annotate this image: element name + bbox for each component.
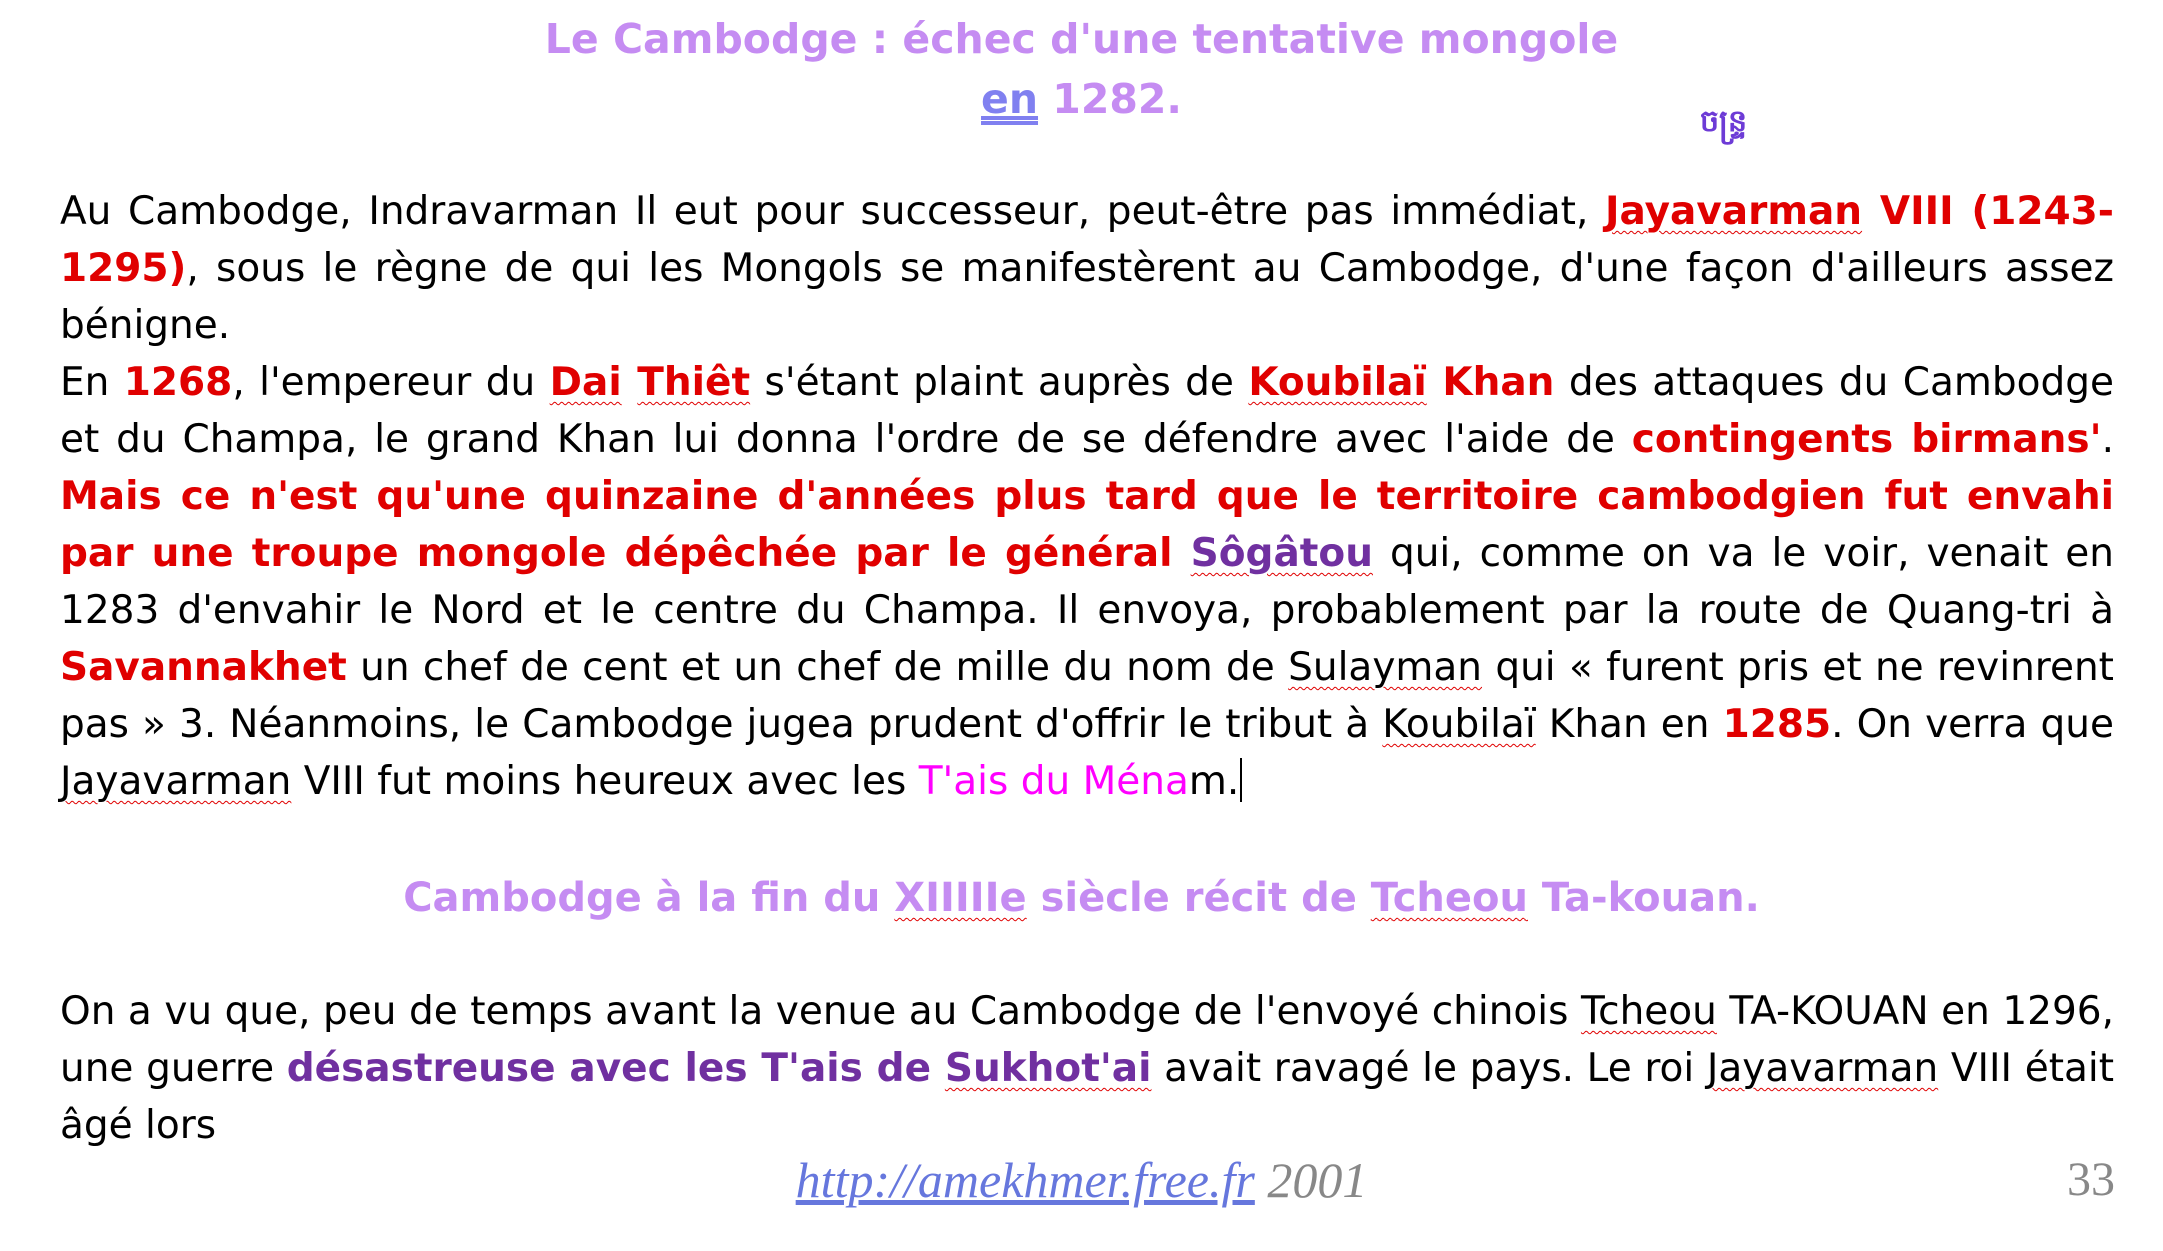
paragraph2-run: 1285 bbox=[1722, 702, 1832, 747]
paragraph2-run: En bbox=[60, 360, 124, 405]
paragraph2-run: Sulayman bbox=[1288, 645, 1483, 690]
paragraph2-run: contingents birmans' bbox=[1631, 417, 2102, 462]
paragraph2-run: un chef de cent et un chef de mille du nom de bbox=[346, 645, 1289, 690]
paragraph2-run bbox=[622, 360, 638, 405]
paragraph1-run: Au Cambodge, Indravarman Il eut pour successeur, peut-être pas immédiat, bbox=[60, 189, 1605, 234]
subtitle-run: siècle récit de bbox=[1026, 875, 1371, 921]
paragraph2-run: Sôgâtou bbox=[1190, 531, 1373, 576]
chapter-title bbox=[0, 10, 2163, 68]
chapter-title-line2 bbox=[0, 70, 2163, 128]
paragraph2-run: Mais ce n'est qu'une quinzaine d'années plus tard que le territoire cambodgien fut envahi par une troupe mongole dépêchée par le général bbox=[60, 474, 2114, 576]
paragraph3-run: avait ravagé le pays. Le roi bbox=[1151, 1046, 1707, 1091]
paragraph2-run: Koubilaï bbox=[1382, 702, 1536, 747]
paragraph2-run: des attaques du Cambodge et du Champa, le grand Khan lui donna l'ordre de se défendre avec l'aide de bbox=[60, 360, 2114, 462]
paragraph2-run: Savannakhet bbox=[60, 645, 347, 690]
subtitle-run: Ta-kouan. bbox=[1528, 875, 1760, 921]
paragraph2-run: T'ais du Ména bbox=[918, 759, 1189, 804]
subtitle-run: Cambodge à la fin du bbox=[403, 875, 895, 921]
paragraph2-run: m. bbox=[1188, 759, 1240, 804]
paragraph1-run: Jayavarman bbox=[1605, 189, 1863, 234]
footer-link[interactable]: http://amekhmer.free.fr bbox=[795, 1152, 1255, 1208]
paragraph2-run: Thiêt bbox=[637, 360, 751, 405]
paragraph2-run: Jayavarman bbox=[60, 759, 292, 804]
page-number: 33 bbox=[2067, 1153, 2115, 1206]
paragraph1-run: , sous le règne de qui les Mongols se manifestèrent au Cambodge, d'une façon d'ailleurs assez bénigne. bbox=[60, 246, 2114, 348]
paragraph-2 bbox=[60, 354, 2114, 810]
section-subtitle bbox=[0, 869, 2163, 927]
khmer-mark: ចន្រ្ទ bbox=[1700, 104, 1748, 139]
paragraph2-run: 1268 bbox=[123, 360, 233, 405]
paragraph2-run: qui, comme on va le voir, venait en 1283 d'envahir le Nord et le centre du Champa. Il envoya, probablement par la route de Quang-tri à bbox=[60, 531, 2114, 633]
paragraph2-run: Khan en bbox=[1535, 702, 1723, 747]
chapter-title-line1: Le Cambodge : échec d'une tentative mongole bbox=[544, 15, 1619, 63]
paragraph-3 bbox=[60, 983, 2114, 1154]
paragraph2-run: . On verra que bbox=[1831, 702, 2115, 747]
paragraph2-run: Dai bbox=[549, 360, 622, 405]
paragraph3-run: Jayavarman bbox=[1706, 1046, 1939, 1091]
paragraph2-run: VIII fut moins heureux avec les bbox=[291, 759, 919, 804]
paragraph2-run: Khan bbox=[1426, 360, 1555, 405]
subtitle-run: XIIIIIe bbox=[894, 875, 1027, 921]
paragraph2-run: s'étant plaint auprès de bbox=[750, 360, 1249, 405]
paragraph3-run: Tcheou bbox=[1580, 989, 1717, 1034]
paragraph3-run: TA-KOUAN en 1296, une guerre bbox=[60, 989, 2115, 1091]
footer-year: 2001 bbox=[1267, 1152, 1368, 1208]
page-footer bbox=[0, 1150, 2163, 1210]
paragraph3-run: VIII était âgé lors bbox=[60, 1046, 2115, 1148]
chapter-title-year: 1282. bbox=[1038, 75, 1182, 123]
chapter-title-link-word[interactable]: en bbox=[981, 75, 1039, 123]
footer-credit bbox=[0, 1150, 2163, 1210]
paragraph3-run: Sukhot'ai bbox=[944, 1046, 1152, 1091]
subtitle-run: Tcheou bbox=[1370, 875, 1528, 921]
paragraph2-run: , l'empereur du bbox=[232, 360, 550, 405]
text-cursor bbox=[1240, 758, 1242, 802]
paragraph2-run: . bbox=[2101, 417, 2114, 462]
paragraph1-run: VIII (1243-1295) bbox=[60, 189, 2114, 291]
paragraph3-run: On a vu que, peu de temps avant la venue au Cambodge de l'envoyé chinois bbox=[60, 989, 1581, 1034]
paragraph3-run: désastreuse avec les T'ais de bbox=[286, 1046, 945, 1091]
paragraph-1 bbox=[60, 183, 2114, 354]
paragraph2-run: qui « furent pris et ne revinrent pas » 3. Néanmoins, le Cambodge jugea prudent d'offrir le tribut à bbox=[60, 645, 2114, 747]
paragraph2-run: Koubilaï bbox=[1248, 360, 1427, 405]
